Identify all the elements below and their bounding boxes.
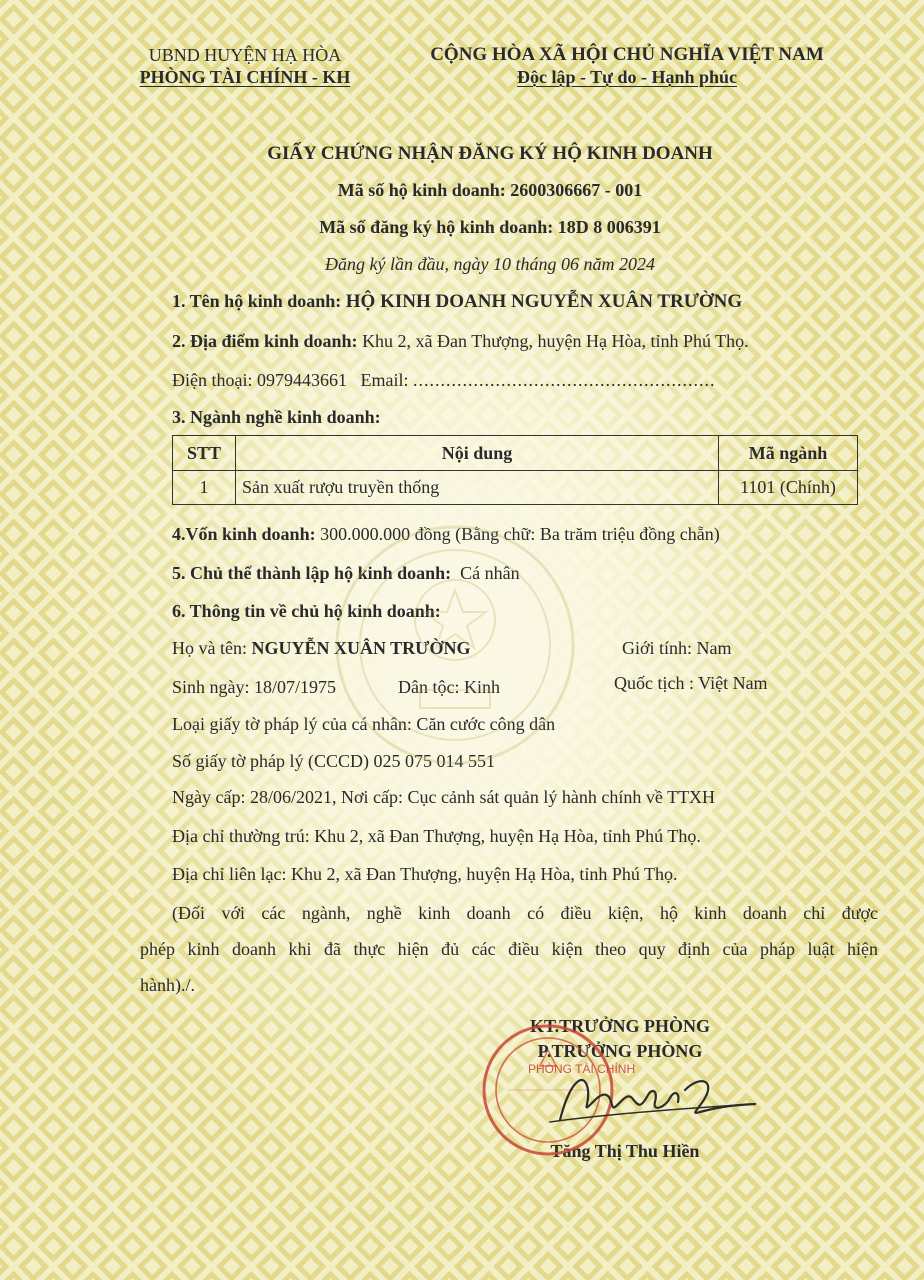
owner-name: NGUYỄN XUÂN TRƯỜNG — [251, 638, 471, 658]
capital-value: 300.000.000 đồng (Bằng chữ: Ba trăm triệu đồng chẵn) — [320, 524, 720, 544]
header-authority: UBND HUYỆN HẠ HÒA — [148, 45, 342, 65]
stamp-text: PHÒNG TÀI CHÍNH — [528, 1062, 636, 1076]
contact-line — [172, 369, 715, 391]
email-value: ....................................................... — [412, 370, 716, 390]
header-department-text: PHÒNG TÀI CHÍNH - KH — [139, 67, 351, 87]
section6-label: 6. Thông tin về chủ hộ kinh doanh: — [172, 601, 441, 621]
section1-label: 1. Tên hộ kinh doanh: — [172, 291, 342, 311]
note-line-2: phép kinh doanh khi đã thực hiện đủ các điều kiện theo quy định của pháp luật hiện — [140, 939, 878, 959]
phone-value: 0979443661 — [256, 370, 347, 390]
table-cell-content: Sản xuất rượu truyền thống — [236, 471, 719, 505]
header-department — [100, 66, 390, 88]
owner-contact-address: Địa chỉ liên lạc: Khu 2, xã Đan Thượng, huyện Hạ Hòa, tỉnh Phú Thọ. — [172, 864, 678, 884]
document-title: GIẤY CHỨNG NHẬN ĐĂNG KÝ HỘ KINH DOANH — [267, 143, 713, 164]
owner-ethnicity: Dân tộc: Kinh — [398, 677, 500, 697]
header-national-title: CỘNG HÒA XÃ HỘI CHỦ NGHĨA VIỆT NAM — [430, 44, 824, 65]
owner-nationality: Quốc tịch : Việt Nam — [614, 673, 768, 693]
owner-permanent-address: Địa chỉ thường trú: Khu 2, xã Đan Thượng, huyện Hạ Hòa, tỉnh Phú Thọ. — [172, 826, 701, 846]
phone-label: Điện thoại: — [172, 370, 253, 390]
section3-label: 3. Ngành nghề kinh doanh: — [172, 407, 381, 427]
handwritten-signature — [540, 1060, 760, 1140]
section5-label: 5. Chủ thể thành lập hộ kinh doanh: — [172, 563, 452, 583]
business-code: Mã số hộ kinh doanh: 2600306667 - 001 — [337, 180, 643, 200]
owner-id-number: Số giấy tờ pháp lý (CCCD) 025 075 014 551 — [172, 751, 496, 771]
table-header-content: Nội dung — [236, 436, 719, 471]
owner-name-label: Họ và tên: — [172, 638, 247, 658]
table-cell-stt: 1 — [173, 471, 236, 505]
owner-gender: Giới tính: Nam — [622, 638, 732, 658]
owner-id-issue: Ngày cấp: 28/06/2021, Nơi cấp: Cục cảnh sát quản lý hành chính về TTXH — [172, 787, 716, 807]
founder-type-value: Cá nhân — [460, 563, 520, 583]
table-header-code: Mã ngành — [719, 436, 858, 471]
business-lines-table — [172, 435, 858, 505]
email-label: Email: — [360, 370, 409, 390]
owner-dob: Sinh ngày: 18/07/1975 — [172, 677, 337, 697]
section4-label: 4.Vốn kinh doanh: — [172, 524, 316, 544]
section-business-location — [172, 330, 749, 352]
owner-id-type: Loại giấy tờ pháp lý của cá nhân: Căn cước công dân — [172, 714, 556, 734]
section2-label: 2. Địa điểm kinh doanh: — [172, 331, 358, 351]
table-cell-code: 1101 (Chính) — [719, 471, 858, 505]
signature-title-1: KT.TRƯỞNG PHÒNG — [530, 1016, 710, 1036]
header-motto — [382, 66, 872, 88]
first-registration-date: Đăng ký lần đầu, ngày 10 tháng 06 năm 2024 — [325, 254, 655, 274]
table-header-row — [173, 436, 858, 471]
business-name: HỘ KINH DOANH NGUYỄN XUÂN TRƯỜNG — [345, 291, 743, 312]
header-motto-text: Độc lập - Tự do - Hạnh phúc — [516, 67, 738, 87]
national-emblem-watermark — [330, 520, 580, 770]
section-business-name — [172, 290, 742, 313]
business-location: Khu 2, xã Đan Thượng, huyện Hạ Hòa, tỉnh Phú Thọ. — [362, 331, 749, 351]
registration-code: Mã số đăng ký hộ kinh doanh: 18D 8 006391 — [319, 217, 661, 237]
note-line-3: hành)./. — [140, 975, 195, 995]
table-row — [173, 471, 858, 505]
signature-title-2: P.TRƯỞNG PHÒNG — [537, 1041, 703, 1061]
note-line-1: (Đối với các ngành, nghề kinh doanh có điều kiện, hộ kinh doanh chỉ được — [172, 903, 878, 923]
table-header-stt: STT — [173, 436, 236, 471]
signer-name: Tăng Thị Thu Hiền — [550, 1141, 700, 1161]
